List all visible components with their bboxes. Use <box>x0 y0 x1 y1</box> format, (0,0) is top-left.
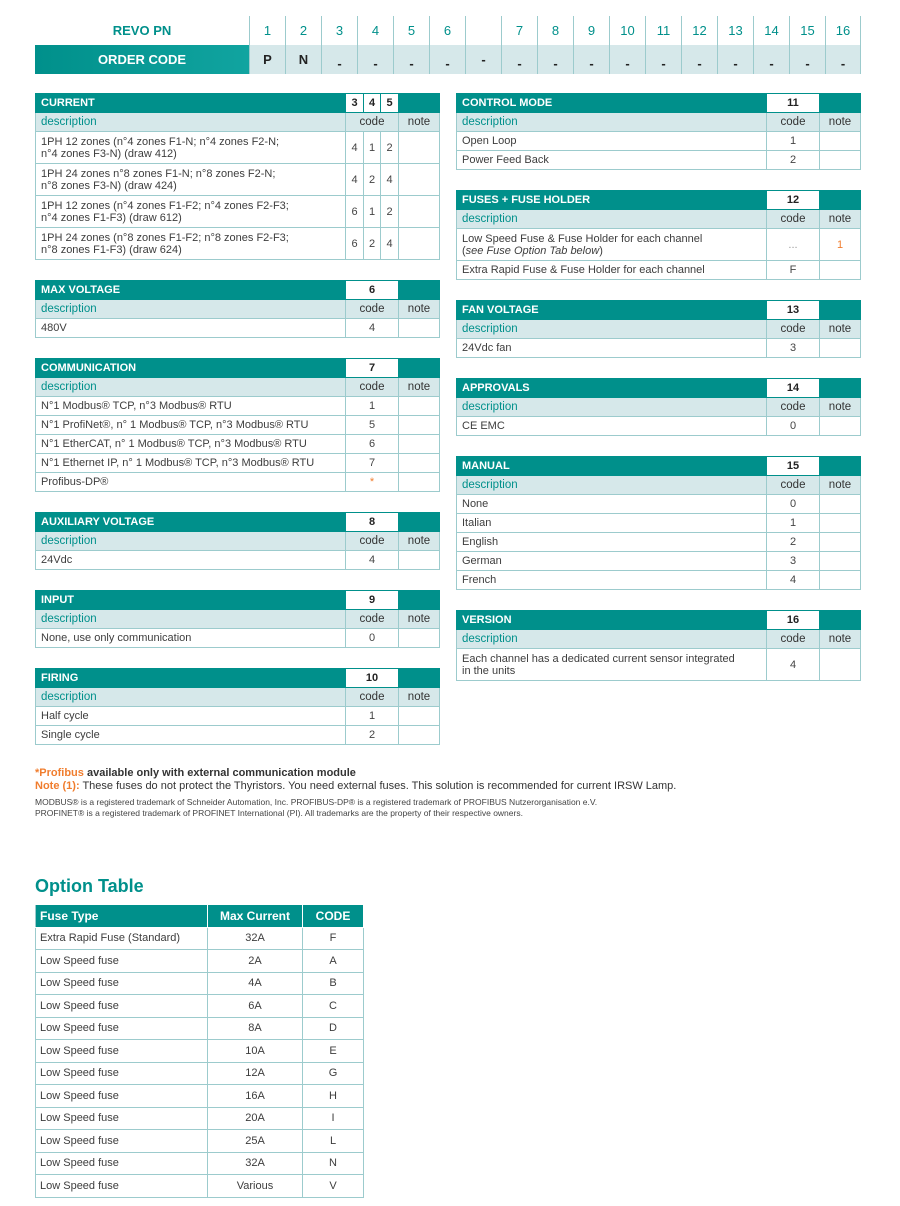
row-note <box>399 164 440 196</box>
table-row: Low Speed fuse 16A H <box>36 1085 364 1108</box>
row-note <box>399 397 440 416</box>
table-row: Low Speed fuse Various V <box>36 1175 364 1198</box>
position-number: 6 <box>346 281 399 300</box>
row-code: 4 <box>346 551 399 570</box>
code-digit: 2 <box>364 228 381 260</box>
table-row <box>36 196 440 228</box>
table-row <box>36 454 440 473</box>
order-code-value: N <box>285 45 321 74</box>
row-code: F <box>767 261 820 280</box>
profibus-note: *Profibus available only with external communication module <box>35 767 356 779</box>
row-description: n°4 zones F1-F3) (draw 612) <box>41 211 182 224</box>
row-note <box>399 319 440 338</box>
table-row <box>36 319 440 338</box>
table-row <box>457 417 861 436</box>
table-row <box>36 228 440 260</box>
note-reference: 1 <box>820 229 861 261</box>
row-note <box>820 533 861 552</box>
table-row: Low Speed fuse 10A E <box>36 1040 364 1063</box>
position-number: 5 <box>381 94 399 113</box>
section-title: CURRENT <box>36 94 346 113</box>
description-header: description <box>36 300 346 319</box>
description-header: description <box>36 688 346 707</box>
pn-position: 8 <box>537 16 573 45</box>
order-code-value: - <box>573 45 609 74</box>
row-note <box>399 726 440 745</box>
description-header: description <box>457 210 767 229</box>
table-row <box>36 416 440 435</box>
description-header: description <box>457 398 767 417</box>
pn-position: 3 <box>321 16 357 45</box>
table-row <box>457 339 861 358</box>
row-note <box>820 495 861 514</box>
pn-position: 7 <box>501 16 537 45</box>
row-code: ... <box>767 229 820 261</box>
row-description: Power Feed Back <box>457 151 767 170</box>
fuse-note: Note (1): These fuses do not protect the Thyristors. You need external fuses. This solution is recommended for current IRSW Lamp. <box>35 780 677 792</box>
right-column <box>456 93 860 701</box>
order-code-value: - <box>501 45 537 74</box>
fuses-table <box>456 190 861 280</box>
row-description: N°1 Modbus® TCP, n°3 Modbus® RTU <box>36 397 346 416</box>
row-note <box>399 454 440 473</box>
table-row <box>457 495 861 514</box>
position-number: 12 <box>767 191 820 210</box>
pn-position: 1 <box>249 16 285 45</box>
row-code: 6 <box>346 435 399 454</box>
column-header: CODE <box>303 905 364 928</box>
table-row <box>36 164 440 196</box>
pn-position: 6 <box>429 16 465 45</box>
position-number: 16 <box>767 611 820 630</box>
pn-position: 4 <box>357 16 393 45</box>
table-row: Low Speed fuse 4A B <box>36 972 364 995</box>
pn-position: 13 <box>717 16 753 45</box>
table-row <box>457 151 861 170</box>
code-digit: 6 <box>346 196 364 228</box>
code-header: code <box>346 532 399 551</box>
table-row <box>457 649 861 681</box>
table-row: Low Speed fuse 32A N <box>36 1152 364 1175</box>
current-table <box>35 93 440 260</box>
row-code: 4 <box>767 649 820 681</box>
row-description: N°1 ProfiNet®, n° 1 Modbus® TCP, n°3 Modbus® RTU <box>36 416 346 435</box>
table-row <box>457 132 861 151</box>
position-number: 13 <box>767 301 820 320</box>
table-row: Low Speed Fuse & Fuse Holder for each channel (see Fuse Option Tab below) ... 1 <box>457 229 861 261</box>
approvals-table <box>456 378 861 436</box>
row-code: 4 <box>767 571 820 590</box>
pn-position-row <box>35 16 861 45</box>
position-number: 9 <box>346 591 399 610</box>
row-description: n°4 zones F3-N) (draw 412) <box>41 147 177 160</box>
row-description: Profibus-DP® <box>36 473 346 492</box>
note-header: note <box>820 630 861 649</box>
note-header: note <box>399 378 440 397</box>
section-title: FIRING <box>36 669 346 688</box>
section-title: FAN VOLTAGE <box>457 301 767 320</box>
row-code: 2 <box>767 151 820 170</box>
row-code: 2 <box>346 726 399 745</box>
description-header: description <box>457 320 767 339</box>
row-code: 0 <box>346 629 399 648</box>
row-code: 5 <box>346 416 399 435</box>
footnotes <box>35 767 875 819</box>
row-note <box>820 339 861 358</box>
row-note <box>820 417 861 436</box>
description-header: description <box>457 476 767 495</box>
row-description: 1PH 24 zones (n°8 zones F1-F2; n°8 zones F2-F3; <box>41 231 289 244</box>
order-code-value: - <box>321 45 357 74</box>
order-code-value: - <box>825 45 861 74</box>
code-header: code <box>346 300 399 319</box>
row-note <box>820 571 861 590</box>
note-header: note <box>820 320 861 339</box>
position-number: 3 <box>346 94 364 113</box>
pn-position: 5 <box>393 16 429 45</box>
note-header: note <box>820 398 861 417</box>
row-note <box>820 552 861 571</box>
fuse-option-reference: see Fuse Option Tab below <box>465 244 600 257</box>
row-code: 0 <box>767 495 820 514</box>
row-note <box>399 132 440 164</box>
row-code: 0 <box>767 417 820 436</box>
pn-position: 12 <box>681 16 717 45</box>
table-row: Low Speed fuse 20A I <box>36 1107 364 1130</box>
section-title: FUSES + FUSE HOLDER <box>457 191 767 210</box>
code-header: code <box>767 630 820 649</box>
row-code: 4 <box>346 319 399 338</box>
section-title: MAX VOLTAGE <box>36 281 346 300</box>
row-note <box>399 551 440 570</box>
code-header: code <box>346 378 399 397</box>
order-code-row <box>35 45 861 74</box>
revo-pn-label: REVO PN <box>112 23 172 38</box>
pn-position: 10 <box>609 16 645 45</box>
code-header: code <box>767 320 820 339</box>
table-row <box>457 533 861 552</box>
option-table <box>35 904 364 1198</box>
section-title: CONTROL MODE <box>457 94 767 113</box>
table-row <box>457 514 861 533</box>
description-header: description <box>36 610 346 629</box>
table-row: Low Speed fuse 12A G <box>36 1062 364 1085</box>
description-header: description <box>36 532 346 551</box>
code-header: code <box>767 113 820 132</box>
manual-table <box>456 456 861 590</box>
note-header: note <box>820 476 861 495</box>
table-row <box>36 551 440 570</box>
row-description: 24Vdc <box>36 551 346 570</box>
description-header: description <box>457 113 767 132</box>
row-description: n°8 zones F1-F3) (draw 624) <box>41 243 182 256</box>
option-table-title: Option Table <box>35 876 144 896</box>
firing-table <box>35 668 440 745</box>
row-description: 24Vdc fan <box>457 339 767 358</box>
row-description: Single cycle <box>36 726 346 745</box>
code-digit: 4 <box>381 164 399 196</box>
row-description: English <box>457 533 767 552</box>
version-table <box>456 610 861 681</box>
position-number: 11 <box>767 94 820 113</box>
code-header: code <box>767 476 820 495</box>
position-number: 14 <box>767 379 820 398</box>
table-row: Low Speed fuse 6A C <box>36 995 364 1018</box>
row-description: French <box>457 571 767 590</box>
position-number: 4 <box>364 94 381 113</box>
note-header: note <box>399 113 440 132</box>
code-header: code <box>346 610 399 629</box>
row-description: Each channel has a dedicated current sensor integrated <box>462 652 735 665</box>
note-header: note <box>399 532 440 551</box>
order-code-value: - <box>645 45 681 74</box>
pn-position: 2 <box>285 16 321 45</box>
section-title: AUXILIARY VOLTAGE <box>36 513 346 532</box>
row-description: Extra Rapid Fuse & Fuse Holder for each channel <box>457 261 767 280</box>
pn-position-separator <box>465 16 501 45</box>
section-title: COMMUNICATION <box>36 359 346 378</box>
order-code-value: - <box>429 45 465 74</box>
row-description: CE EMC <box>457 417 767 436</box>
row-code: 2 <box>767 533 820 552</box>
code-digit: 6 <box>346 228 364 260</box>
table-row <box>36 132 440 164</box>
table-row: Low Speed fuse 8A D <box>36 1017 364 1040</box>
row-description: German <box>457 552 767 571</box>
control-mode-table <box>456 93 861 170</box>
order-code-value: - <box>393 45 429 74</box>
row-description: None <box>457 495 767 514</box>
left-column <box>35 93 439 765</box>
row-code: 3 <box>767 552 820 571</box>
order-code-separator: - <box>465 45 501 74</box>
row-description: in the units <box>462 664 516 677</box>
description-header: description <box>36 113 346 132</box>
row-description: 1PH 12 zones (n°4 zones F1-N; n°4 zones F2-N; <box>41 135 280 148</box>
table-row <box>36 473 440 492</box>
row-description: Half cycle <box>36 707 346 726</box>
code-header: code <box>767 210 820 229</box>
column-header: Max Current <box>208 905 303 928</box>
table-row: Low Speed fuse 2A A <box>36 950 364 973</box>
code-digit: 2 <box>364 164 381 196</box>
code-digit: 1 <box>364 196 381 228</box>
row-description: 480V <box>36 319 346 338</box>
position-number: 10 <box>346 669 399 688</box>
code-digit: 4 <box>346 164 364 196</box>
code-header: code <box>767 398 820 417</box>
row-description: None, use only communication <box>36 629 346 648</box>
order-code-value: - <box>357 45 393 74</box>
row-note <box>820 514 861 533</box>
order-code-value: - <box>753 45 789 74</box>
row-note <box>399 416 440 435</box>
row-code: 1 <box>346 707 399 726</box>
table-row: Low Speed fuse 25A L <box>36 1130 364 1153</box>
order-code-value: - <box>537 45 573 74</box>
description-header: description <box>457 630 767 649</box>
row-description: Italian <box>457 514 767 533</box>
pn-position: 9 <box>573 16 609 45</box>
section-title: VERSION <box>457 611 767 630</box>
row-code: 1 <box>346 397 399 416</box>
row-description: N°1 Ethernet IP, n° 1 Modbus® TCP, n°3 Modbus® RTU <box>36 454 346 473</box>
row-code: 1 <box>767 514 820 533</box>
row-description: n°8 zones F3-N) (draw 424) <box>41 179 177 192</box>
auxiliary-voltage-table <box>35 512 440 570</box>
order-code-grid <box>35 16 861 74</box>
note-header: note <box>399 688 440 707</box>
row-note <box>820 151 861 170</box>
table-row <box>36 707 440 726</box>
max-voltage-table <box>35 280 440 338</box>
code-digit: 4 <box>381 228 399 260</box>
row-note <box>399 473 440 492</box>
table-row <box>36 629 440 648</box>
row-note <box>399 435 440 454</box>
position-number: 7 <box>346 359 399 378</box>
communication-table <box>35 358 440 492</box>
note-header: note <box>399 610 440 629</box>
code-header: code <box>346 113 399 132</box>
order-code-label: ORDER CODE <box>35 45 249 74</box>
order-code-value: - <box>789 45 825 74</box>
row-note <box>820 261 861 280</box>
row-note <box>820 649 861 681</box>
row-note <box>820 132 861 151</box>
description-header: description <box>36 378 346 397</box>
option-table-header <box>36 905 364 928</box>
asterisk-marker: * <box>346 473 399 492</box>
row-note <box>399 196 440 228</box>
pn-position: 15 <box>789 16 825 45</box>
row-code: 1 <box>767 132 820 151</box>
order-code-value: - <box>609 45 645 74</box>
section-title: APPROVALS <box>457 379 767 398</box>
position-number: 15 <box>767 457 820 476</box>
row-description: Low Speed Fuse & Fuse Holder for each channel <box>462 232 703 245</box>
table-row <box>36 435 440 454</box>
note-header: note <box>820 113 861 132</box>
note-header: note <box>399 300 440 319</box>
table-row <box>36 397 440 416</box>
row-description: N°1 EtherCAT, n° 1 Modbus® TCP, n°3 Modbus® RTU <box>36 435 346 454</box>
row-description: Open Loop <box>457 132 767 151</box>
code-digit: 4 <box>346 132 364 164</box>
section-title: INPUT <box>36 591 346 610</box>
row-note <box>399 629 440 648</box>
table-row <box>36 726 440 745</box>
table-row <box>457 571 861 590</box>
code-digit: 1 <box>364 132 381 164</box>
row-description: 1PH 24 zones n°8 zones F1-N; n°8 zones F2-N; <box>41 167 276 180</box>
table-row <box>457 261 861 280</box>
row-code: 7 <box>346 454 399 473</box>
note-header: note <box>820 210 861 229</box>
input-table <box>35 590 440 648</box>
order-code-value: P <box>249 45 285 74</box>
order-code-value: - <box>681 45 717 74</box>
fan-voltage-table <box>456 300 861 358</box>
order-code-value: - <box>717 45 753 74</box>
pn-position: 14 <box>753 16 789 45</box>
column-header: Fuse Type <box>36 905 208 928</box>
trademark-notice: MODBUS® is a registered trademark of Schneider Automation, Inc. PROFIBUS-DP® is a registered trademark of PROFIBUS Nutzerorganisation e.V. PROFINET® is a registered trademark of PROFINET International (PI). All trademarks are the property of their respective owners. <box>35 797 598 818</box>
row-note <box>399 228 440 260</box>
pn-position: 16 <box>825 16 861 45</box>
code-header: code <box>346 688 399 707</box>
code-digit: 2 <box>381 132 399 164</box>
table-row: Extra Rapid Fuse (Standard) 32A F <box>36 927 364 950</box>
row-description: 1PH 12 zones (n°4 zones F1-F2; n°4 zones F2-F3; <box>41 199 289 212</box>
position-number: 8 <box>346 513 399 532</box>
row-note <box>399 707 440 726</box>
table-row <box>457 552 861 571</box>
section-title: MANUAL <box>457 457 767 476</box>
code-digit: 2 <box>381 196 399 228</box>
row-code: 3 <box>767 339 820 358</box>
pn-position: 11 <box>645 16 681 45</box>
